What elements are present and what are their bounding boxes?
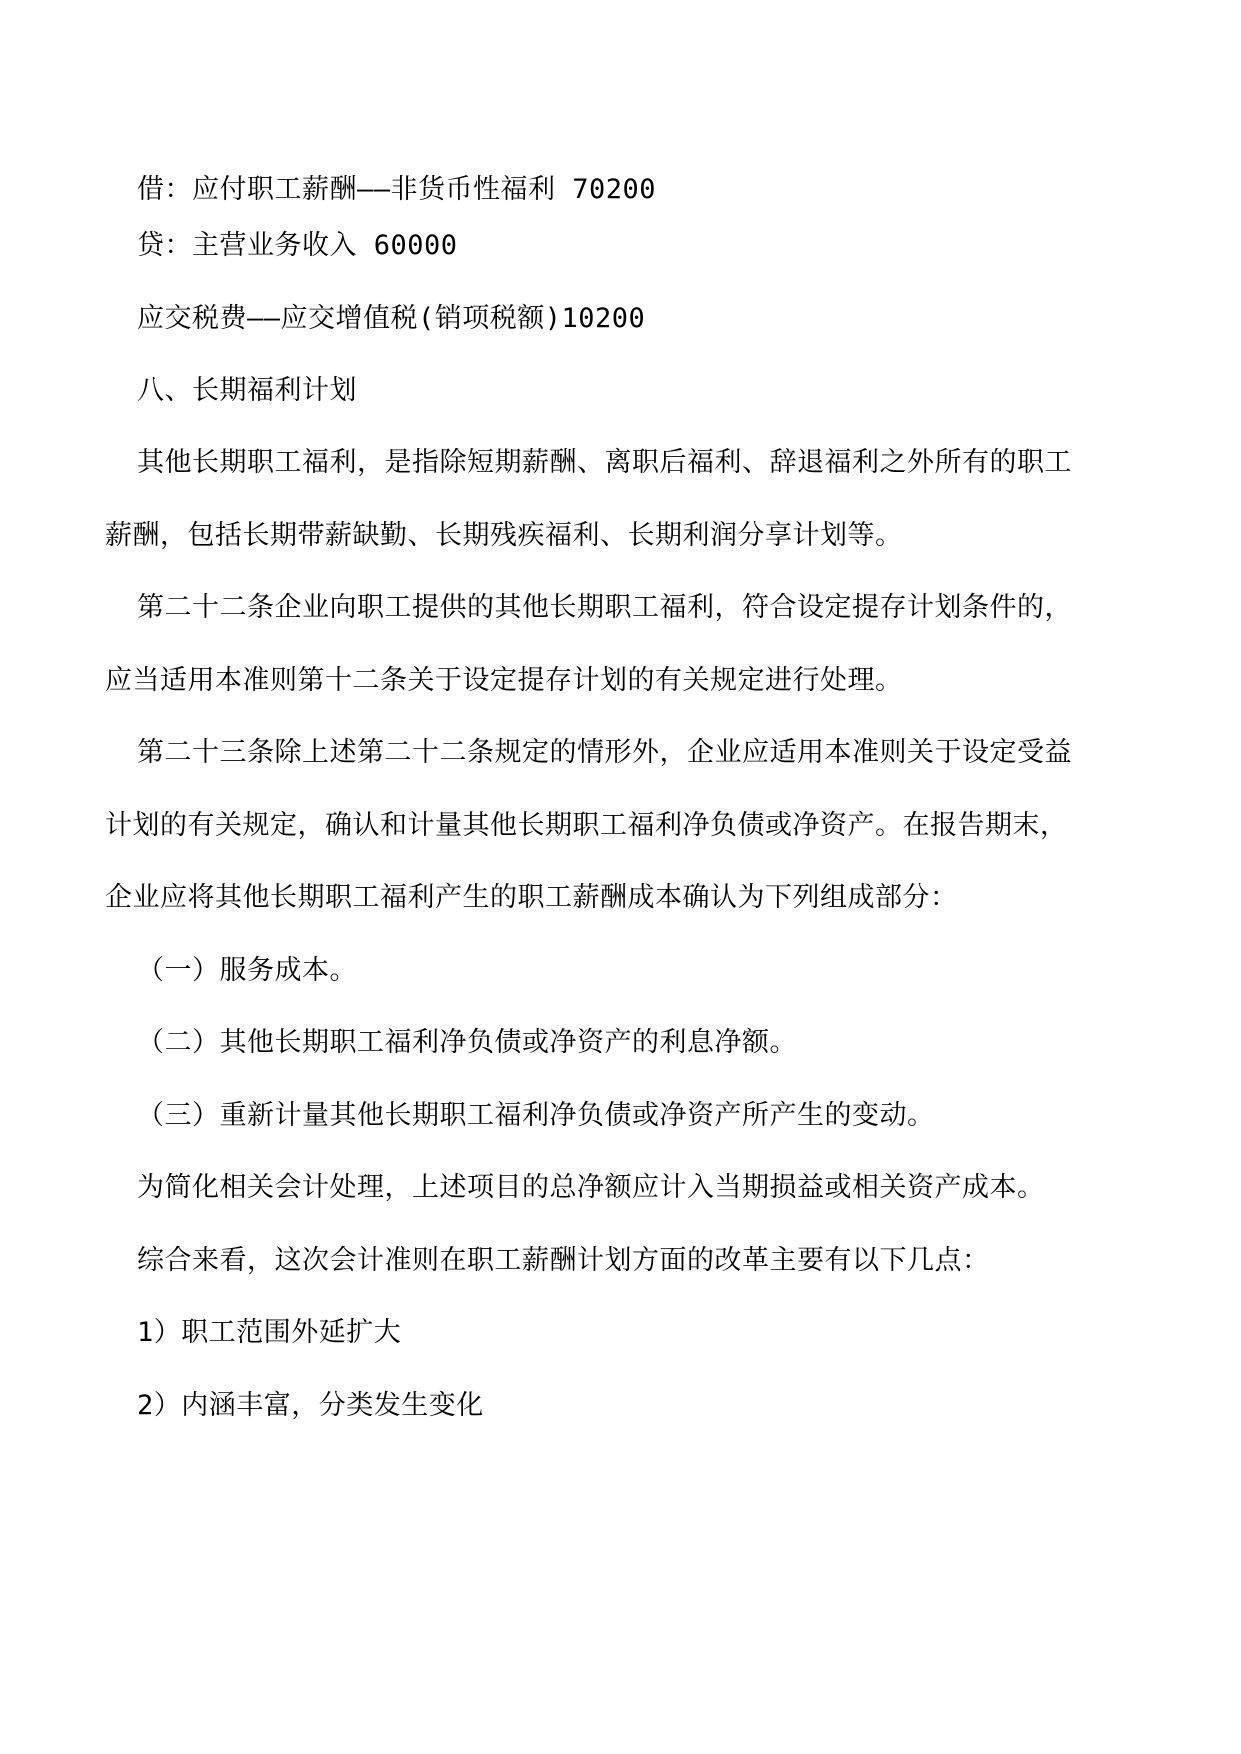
list-item: （一）服务成本。 <box>137 955 357 986</box>
paragraph-line: 其他长期职工福利，是指除短期薪酬、离职后福利、辞退福利之外所有的职工 <box>137 447 1072 478</box>
journal-tax-line: 应交税费——应交增值税(销项税额)10200 <box>137 303 646 334</box>
paragraph-line: 应当适用本准则第十二条关于设定提存计划的有关规定进行处理。 <box>105 665 903 696</box>
section-heading: 八、长期福利计划 <box>137 375 357 406</box>
journal-credit-line: 贷：主营业务收入 60000 <box>137 230 458 261</box>
list-item: 1）职工范围外延扩大 <box>137 1317 402 1348</box>
paragraph-line: 第二十三条除上述第二十二条规定的情形外，企业应适用本准则关于设定受益 <box>137 737 1072 768</box>
paragraph-line: 综合来看，这次会计准则在职工薪酬计划方面的改革主要有以下几点： <box>137 1245 990 1276</box>
paragraph-line: 薪酬，包括长期带薪缺勤、长期残疾福利、长期利润分享计划等。 <box>105 520 903 551</box>
paragraph-line: 为简化相关会计处理，上述项目的总净额应计入当期损益或相关资产成本。 <box>137 1172 1045 1203</box>
paragraph-line: 第二十二条企业向职工提供的其他长期职工福利，符合设定提存计划条件的， <box>137 592 1072 623</box>
journal-debit-line: 借：应付职工薪酬——非货币性福利 70200 <box>137 174 657 205</box>
list-item: 2）内涵丰富，分类发生变化 <box>137 1390 484 1421</box>
paragraph-line: 企业应将其他长期职工福利产生的职工薪酬成本确认为下列组成部分： <box>105 882 958 913</box>
list-item: （三）重新计量其他长期职工福利净负债或净资产所产生的变动。 <box>137 1100 935 1131</box>
paragraph-line: 计划的有关规定，确认和计量其他长期职工福利净负债或净资产。在报告期末， <box>105 810 1068 841</box>
list-item: （二）其他长期职工福利净负债或净资产的利息净额。 <box>137 1027 797 1058</box>
